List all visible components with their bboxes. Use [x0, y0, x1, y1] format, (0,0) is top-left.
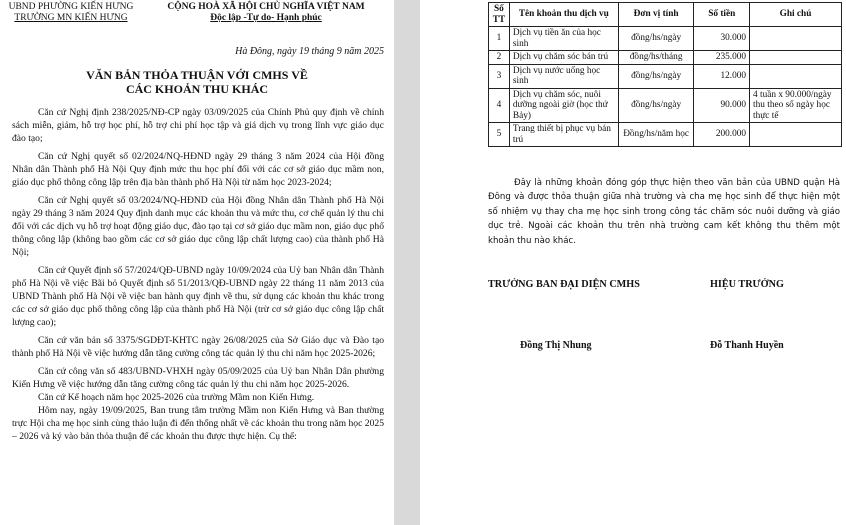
closing-paragraph: Đây là những khoản đóng góp thực hiện theo văn bản của UBND quận Hà Đông và được thỏa thuận giữa nhà trường và cha mẹ học sinh để thực hiện một số nhiệm vụ thay cha mẹ học sinh trong công tác chăm sóc nuôi dưỡng và giáo dục trẻ. Ngoài các khoản thu trên nhà trường cam kết không thu thêm một khoản thu nào khác.	[488, 178, 840, 246]
cell-unit: đồng/hs/ngày	[618, 88, 694, 123]
document-page-right	[420, 0, 846, 525]
paragraph: Hôm nay, ngày 19/09/2025, Ban trung tâm trường Mầm non Kiến Hưng và Ban thường trực Hội cha mẹ học sinh cùng thảo luận đi đến thống nhất về các khoản thu trong năm học 2025 – 2026 và ký vào bản thỏa thuận để các khoản thu được thực hiện. Cụ thể:	[12, 405, 384, 442]
paragraph: Căn cứ Kế hoạch năm học 2025-2026 của trường Mầm non Kiến Hưng.	[38, 392, 315, 403]
cell-name: Dịch vụ chăm sóc, nuôi dưỡng ngoài giờ (học thứ Bảy)	[509, 88, 618, 123]
header-stt: Số TT	[489, 3, 510, 27]
cell-stt: 5	[489, 123, 510, 147]
cell-name: Dịch vụ tiền ăn của học sinh	[509, 27, 618, 51]
cell-name: Trang thiết bị phục vụ bán trú	[509, 123, 618, 147]
signature-name-parents: Đồng Thị Nhung	[520, 340, 592, 351]
org-line-1: UBND PHƯỜNG KIẾN HƯNG	[8, 2, 134, 12]
header-note: Ghi chú	[750, 3, 842, 27]
fee-table	[488, 2, 842, 147]
signature-title-principal: HIỆU TRƯỞNG	[710, 279, 784, 290]
table-row	[489, 88, 842, 123]
table-header-row	[489, 3, 842, 27]
cell-unit: đồng/hs/tháng	[618, 51, 694, 65]
cell-note	[750, 51, 842, 65]
header-unit: Đơn vị tính	[618, 3, 694, 27]
title-line-1: VĂN BẢN THỎA THUẬN VỚI CMHS VỀ	[86, 68, 308, 82]
cell-amount: 30.000	[694, 27, 750, 51]
document-date: Hà Đông, ngày 19 tháng 9 năm 2025	[235, 46, 384, 57]
header-amount: Số tiền	[694, 3, 750, 27]
cell-note	[750, 123, 842, 147]
cell-stt: 1	[489, 27, 510, 51]
cell-unit: Đồng/hs/năm học	[618, 123, 694, 147]
table-row	[489, 64, 842, 88]
paragraph: Căn cứ công văn số 483/UBND-VHXH ngày 05/09/2025 của Uỷ ban Nhân Dân phường Kiến Hưng về việc hướng dẫn tăng cường công tác quản lý thu chi năm học 2025-2026.	[12, 366, 384, 390]
cell-unit: đồng/hs/ngày	[618, 27, 694, 51]
cell-stt: 3	[489, 64, 510, 88]
cell-note	[750, 64, 842, 88]
nation-motto: Độc lập -Tự do- Hạnh phúc	[210, 13, 322, 23]
document-title	[20, 68, 374, 96]
cell-note: 4 tuần x 90.000/ngày thu theo số ngày học thực tế	[750, 88, 842, 123]
cell-amount: 12.000	[694, 64, 750, 88]
cell-unit: đồng/hs/ngày	[618, 64, 694, 88]
cell-amount: 235.000	[694, 51, 750, 65]
nation-line-1: CỘNG HOÀ XÃ HỘI CHỦ NGHĨA VIỆT NAM	[167, 2, 365, 12]
paragraph: Căn cứ Quyết định số 57/2024/QĐ-UBND ngày 10/09/2024 của Uỷ ban Nhân dân Thành phố Hà Nội về việc Bãi bỏ Quyết định số 51/2013/QĐ-UBND ngày 22 tháng 11 năm 2013 của UBND Thành phố Hà Nội về việc ban hành quy định về thu, sử dụng các khoản thu khác trong các cơ sở giáo dục phổ thông công lập của thành phố Hà Nội (trừ cơ sở giáo dục công lập chất lượng cao);	[12, 265, 384, 328]
cell-stt: 2	[489, 51, 510, 65]
cell-amount: 200.000	[694, 123, 750, 147]
cell-name: Dịch vụ chăm sóc bán trú	[509, 51, 618, 65]
issuing-organization	[6, 2, 136, 24]
table-row	[489, 51, 842, 65]
cell-amount: 90.000	[694, 88, 750, 123]
table-row	[489, 123, 842, 147]
title-line-2: CÁC KHOẢN THU KHÁC	[125, 82, 269, 96]
document-body	[12, 106, 384, 443]
paragraph: Căn cứ Nghị quyết số 02/2024/NQ-HĐND ngày 29 tháng 3 năm 2024 của Hội đồng Nhân dân Thành phố Hà Nội Quy định mức thu học phí đối với các cơ sở giáo dục mầm non, giáo dục phổ thông công lập trên địa bàn thành phố Hà Nội từ năm học 2023-2024;	[12, 151, 384, 188]
paragraph: Căn cứ Nghị quyết số 03/2024/NQ-HĐND của Hội đồng Nhân dân Thành phố Hà Nội ngày 29 tháng 3 năm 2024 Quy định danh mục các khoản thu và mức thu, cơ chế quản lý thu chi đối với các dịch vụ hỗ trợ hoạt động giáo dục, đào tạo tại cơ sở giáo dục mầm non, giáo dục phổ thông công lập (không bao gồm các cơ sở giáo dục công lập chất lượng cao) của thành phố Hà Nội;	[12, 195, 384, 258]
signature-name-principal: Đỗ Thanh Huyền	[710, 340, 784, 351]
header-name: Tên khoản thu dịch vụ	[509, 3, 618, 27]
org-line-2: TRƯỜNG MN KIẾN HƯNG	[14, 13, 128, 23]
cell-note	[750, 27, 842, 51]
paragraph: Căn cứ Nghị định 238/2025/NĐ-CP ngày 03/09/2025 của Chính Phủ quy định về chính sách miễn, giảm, hỗ trợ học phí, hỗ trợ chi phí học tập và giá dịch vụ trong lĩnh vực giáo dục đào tạo;	[12, 107, 384, 144]
table-row	[489, 27, 842, 51]
document-page-left	[0, 0, 394, 525]
cell-name: Dịch vụ nước uống học sinh	[509, 64, 618, 88]
cell-stt: 4	[489, 88, 510, 123]
paragraph: Căn cứ văn bản số 3375/SGDĐT-KHTC ngày 26/08/2025 của Sở Giáo dục và Đào tạo thành phố Hà Nội về việc hướng dẫn tăng cường công tác quản lý thu chi năm học 2025-2026;	[12, 335, 384, 359]
signature-title-parents: TRƯỞNG BAN ĐẠI DIỆN CMHS	[488, 279, 640, 290]
national-heading	[160, 2, 372, 24]
